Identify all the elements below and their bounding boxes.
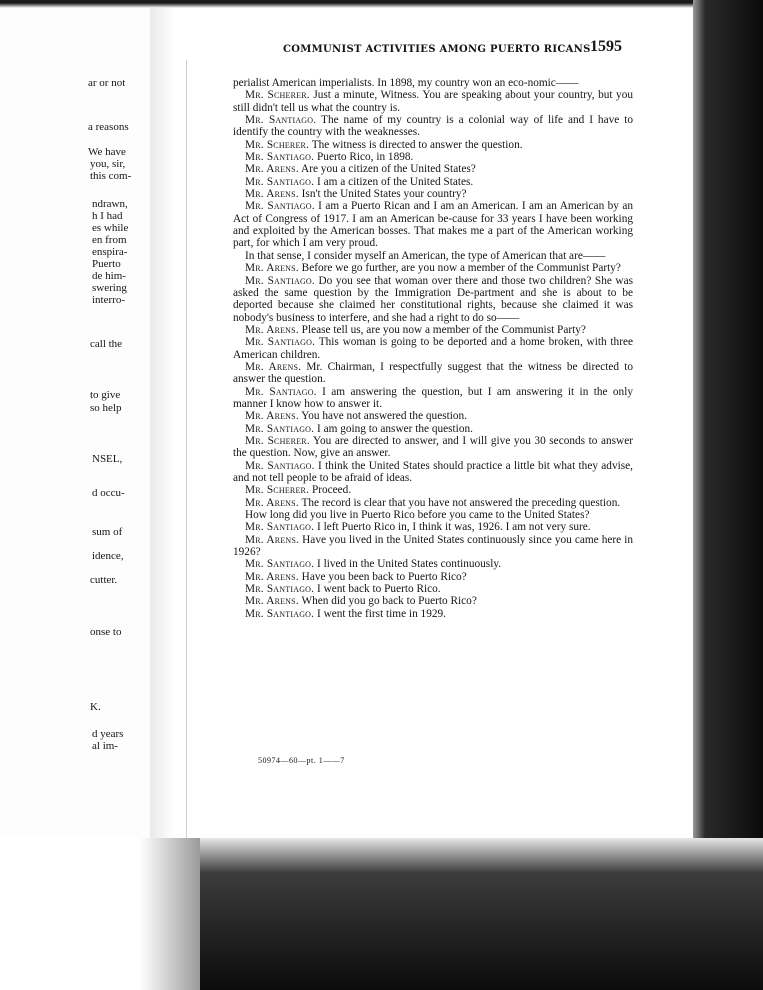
transcript-paragraph: [233, 151, 633, 163]
left-page-text-fragment: you, sir,: [90, 158, 126, 170]
transcript-paragraph: [233, 423, 633, 435]
left-page-text-fragment: enspira-: [92, 246, 128, 258]
speech-text: I went back to Puerto Rico.: [317, 583, 441, 596]
speech-text: I am a citizen of the United States.: [317, 175, 474, 188]
speaker-name: Mr. Arens.: [245, 496, 299, 509]
speech-text: Do you see that woman over there and those two children? She was asked the same question by the Immigration De-partment and she is about to be deported because she claimed her constitutional rights, because she claimed it was nobody's business to interfere, and she had a right to do so——: [233, 274, 633, 324]
transcript-paragraph: [233, 163, 633, 175]
speaker-name: Mr. Santiago.: [245, 151, 315, 164]
page-gutter: [150, 8, 190, 838]
left-page-text-fragment: interro-: [92, 294, 125, 306]
left-page-text-fragment: Puerto: [92, 258, 121, 270]
speaker-name: Mr. Arens.: [245, 595, 299, 608]
gutter-line: [186, 60, 187, 840]
speech-text: Proceed.: [311, 484, 352, 497]
speaker-name: Mr. Santiago.: [245, 558, 315, 571]
speaker-name: Mr. Arens.: [245, 323, 299, 336]
speech-text: Isn't the United States your country?: [301, 188, 467, 201]
transcript-paragraph: [233, 262, 633, 274]
speaker-name: Mr. Santiago.: [245, 336, 316, 349]
left-page-text-fragment: onse to: [90, 626, 122, 638]
speech-text: Puerto Rico, in 1898.: [317, 151, 414, 164]
transcript-paragraph: [233, 275, 633, 324]
speech-text: You have not answered the question.: [301, 410, 468, 423]
speech-text: The record is clear that you have not answered the preceding question.: [301, 496, 621, 509]
speaker-name: Mr. Arens.: [245, 360, 302, 373]
left-page-text-fragment: call the: [90, 338, 123, 350]
speech-text: The witness is directed to answer the question.: [311, 138, 523, 151]
left-page-text-fragment: h I had: [92, 210, 123, 222]
running-title: COMMUNIST ACTIVITIES AMONG PUERTO RICANS: [283, 44, 591, 55]
transcript-paragraph: [233, 410, 633, 422]
transcript-paragraph: [233, 460, 633, 485]
speaker-name: Mr. Arens.: [245, 262, 299, 275]
speech-text: Just a minute, Witness. You are speaking about your country, but you still didn't tell us what the country is.: [233, 89, 634, 114]
left-page-text-fragment: en from: [92, 234, 127, 246]
speaker-name: Mr. Santiago.: [245, 274, 315, 287]
transcript-paragraph: [233, 608, 633, 620]
speech-text: Have you lived in the United States continuously since you came here in 1926?: [233, 533, 634, 559]
transcript-paragraph: [233, 77, 633, 89]
speaker-name: Mr. Santiago.: [245, 422, 315, 435]
speech-text: I went the first time in 1929.: [317, 607, 446, 620]
left-page-text-fragment: NSEL,: [92, 453, 123, 465]
speech-text: I am a Puerto Rican and I am an American. I am an American by an Act of Congress of 1917. I am an American be-cause for 33 years I have been working and exploited by the American bosses. That makes me a part of the American working part, for which I am very proud.: [233, 200, 633, 250]
transcript-paragraph: [233, 497, 633, 509]
speech-text: Have you been back to Puerto Rico?: [301, 570, 467, 583]
left-page-text-fragment: sum of: [92, 526, 123, 538]
speaker-name: Mr. Santiago.: [245, 175, 315, 188]
transcript-paragraph: [233, 114, 633, 139]
speaker-name: Mr. Arens.: [245, 410, 299, 423]
speech-text: When did you go back to Puerto Rico?: [301, 595, 477, 608]
left-page-text-fragment: this com-: [90, 170, 132, 182]
transcript-paragraph: [233, 386, 633, 411]
speaker-name: Mr. Santiago.: [245, 521, 315, 534]
transcript-paragraph: [233, 571, 633, 583]
left-page-text-fragment: al im-: [92, 740, 118, 752]
left-page-text-fragment: ndrawn,: [92, 198, 128, 210]
left-page-text-fragment: swering: [92, 282, 127, 294]
left-page-text-fragment: K.: [90, 701, 101, 713]
transcript-paragraph: [233, 509, 633, 521]
speech-text: Mr. Chairman, I respectfully suggest that the witness be directed to answer the question.: [233, 360, 634, 386]
speech-text: I am going to answer the question.: [317, 422, 473, 435]
speech-text: I left Puerto Rico in, I think it was, 1926. I am not very sure.: [317, 521, 591, 534]
speaker-name: Mr. Arens.: [245, 188, 299, 201]
speech-text: This woman is going to be deported and a home broken, with three American children.: [233, 336, 634, 361]
left-page-text-fragment: de him-: [92, 270, 126, 282]
transcript-paragraph: [233, 583, 633, 595]
speaker-name: Mr. Scherer.: [245, 89, 310, 102]
transcript-paragraph: [233, 336, 633, 361]
transcript-paragraph: [233, 89, 633, 114]
left-page-text-fragment: es while: [92, 222, 129, 234]
transcript-paragraph: [233, 484, 633, 496]
transcript-paragraph: [233, 324, 633, 336]
speech-text: I lived in the United States continuously.: [317, 558, 502, 571]
speaker-name: Mr. Santiago.: [245, 607, 315, 620]
transcript-paragraph: [233, 558, 633, 570]
speaker-name: Mr. Scherer.: [245, 434, 310, 447]
speech-text: The name of my country is a colonial way of life and I have to identify the country with the weaknesses.: [233, 114, 633, 139]
main-page: [190, 8, 693, 838]
speech-text: In that sense, I consider myself an American, the type of American that are——: [245, 249, 606, 262]
speaker-name: Mr. Santiago.: [245, 114, 317, 127]
speaker-name: Mr. Arens.: [245, 570, 299, 583]
transcript-paragraph: [233, 250, 633, 262]
speaker-name: Mr. Santiago.: [245, 200, 315, 213]
scan-top-border: [0, 0, 763, 8]
transcript-paragraph: [233, 361, 633, 386]
transcript-paragraph: [233, 595, 633, 607]
transcript-paragraph: [233, 139, 633, 151]
scan-bottom-left-margin: [0, 838, 200, 990]
left-page-text-fragment: ar or not: [88, 77, 126, 89]
speech-text: I am answering the question, but I am answering it in the only manner I know how to answer it.: [233, 385, 633, 410]
speech-text: You are directed to answer, and I will give you 30 seconds to answer the question. Now, give an answer.: [233, 434, 633, 460]
speech-text: perialist American imperialists. In 1898, my country won an eco-nomic——: [233, 77, 579, 89]
speech-text: Before we go further, are you now a member of the Communist Party?: [301, 262, 621, 275]
speaker-name: Mr. Santiago.: [245, 583, 315, 596]
speaker-name: Mr. Arens.: [245, 533, 300, 546]
left-page-text-fragment: idence,: [92, 550, 124, 562]
speaker-name: Mr. Arens.: [245, 163, 299, 176]
speaker-name: Mr. Santiago.: [245, 385, 317, 398]
speaker-name: Mr. Scherer.: [245, 138, 310, 151]
speech-text: Please tell us, are you now a member of the Communist Party?: [301, 323, 586, 336]
left-page-text-fragment: d years: [92, 728, 124, 740]
left-page-text-fragment: d occu-: [92, 487, 125, 499]
transcript-paragraph: [233, 176, 633, 188]
transcript-paragraph: [233, 188, 633, 200]
speaker-name: Mr. Santiago.: [245, 459, 315, 472]
left-page-text-fragment: cutter.: [90, 574, 118, 586]
printer-signature: 50974—60—pt. 1——7: [258, 756, 345, 765]
left-facing-page: [0, 8, 151, 838]
speech-text: Are you a citizen of the United States?: [301, 163, 476, 176]
transcript-paragraph: [233, 200, 633, 249]
transcript-paragraph: [233, 534, 633, 559]
left-page-text-fragment: to give: [90, 389, 121, 401]
page-number: 1595: [590, 38, 622, 55]
transcript-body: [233, 77, 633, 620]
speaker-name: Mr. Scherer.: [245, 484, 310, 497]
left-page-text-fragment: so help: [90, 402, 122, 414]
transcript-paragraph: [233, 435, 633, 460]
speech-text: I think the United States should practice a little bit what they advise, and not tell people to be afraid of ideas.: [233, 459, 633, 484]
transcript-paragraph: [233, 521, 633, 533]
left-page-text-fragment: We have: [88, 146, 126, 158]
speech-text: How long did you live in Puerto Rico before you came to the United States?: [245, 509, 590, 522]
left-page-text-fragment: a reasons: [88, 121, 129, 133]
